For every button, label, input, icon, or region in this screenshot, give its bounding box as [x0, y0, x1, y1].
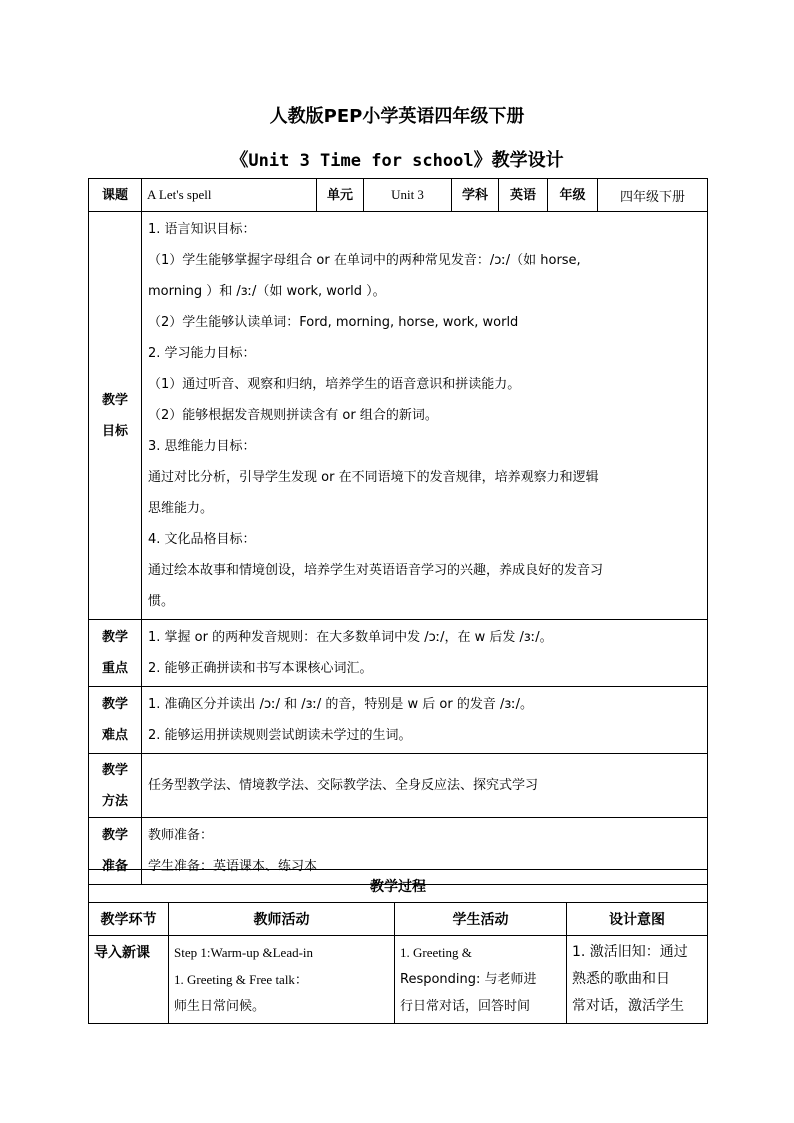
subtitle-unit-name: Unit 3 Time for school [248, 151, 474, 171]
subject-value: 英语 [499, 179, 548, 212]
difficulties-label-line1: 教学 [101, 697, 128, 712]
student-activity-line: 行日常对话，回答时间 [400, 999, 531, 1014]
objective-line: 惯。 [148, 594, 175, 609]
grade-label: 年级 [548, 179, 598, 212]
objectives-content [142, 212, 708, 620]
methods-row [89, 754, 708, 818]
teaching-process-table [88, 869, 708, 1024]
objective-line: （2）能够根据发音规则拼读含有 or 组合的新词。 [148, 408, 438, 423]
teacher-activity-line: Step 1:Warm-up &Lead-in [174, 945, 314, 960]
student-activity-cell [395, 936, 567, 1024]
subtitle-close-text: 》教学设计 [473, 150, 564, 171]
key-points-content [142, 620, 708, 687]
objectives-row [89, 212, 708, 620]
key-points-label-line1: 教学 [101, 630, 128, 645]
preparation-label-line1: 教学 [101, 828, 128, 843]
difficulties-label-line2: 难点 [101, 728, 128, 743]
objective-line: 思维能力。 [148, 501, 214, 516]
design-intent-line: 熟悉的歌曲和日 [572, 971, 670, 987]
subtitle-open-bracket: 《 [230, 150, 249, 171]
key-point-line: 1. 掌握 or 的两种发音规则：在大多数单词中发 /ɔː/，在 w 后发 /ɜː/。 [148, 630, 553, 645]
key-points-row [89, 620, 708, 687]
difficulties-label [89, 687, 142, 754]
objective-line: （2）学生能够认读单词：Ford, morning, horse, work, world [148, 315, 519, 330]
objective-line: morning ）和 /ɜː/（如 work, world ）。 [148, 284, 386, 299]
difficulty-line: 2. 能够运用拼读规则尝试朗读未学过的生词。 [148, 728, 412, 743]
teacher-activity-line: 师生日常问候。 [174, 999, 266, 1014]
objective-line: 1. 语言知识目标： [148, 222, 256, 237]
preparation-label-line2: 准备 [101, 859, 128, 874]
objective-line: （1）学生能够掌握字母组合 or 在单词中的两种常见发音：/ɔː/（如 horse, [148, 253, 581, 268]
stage-cell: 导入新课 [89, 936, 169, 1024]
process-row [89, 936, 708, 1024]
objective-line: 通过对比分析，引导学生发现 or 在不同语境下的发音规律，培养观察力和逻辑 [148, 470, 599, 485]
process-title-row [89, 870, 708, 903]
col-student-header: 学生活动 [395, 903, 567, 936]
objectives-label [89, 212, 142, 620]
unit-label: 单元 [317, 179, 364, 212]
col-intent-header: 设计意图 [567, 903, 708, 936]
methods-label-line2: 方法 [101, 793, 128, 809]
subject-label: 学科 [452, 179, 499, 212]
key-points-label-line2: 重点 [101, 661, 128, 676]
document-subtitle [0, 146, 794, 172]
methods-label [89, 754, 142, 818]
teacher-activity-cell [169, 936, 395, 1024]
design-intent-line: 1. 激活旧知：通过 [572, 944, 688, 960]
teacher-preparation: 教师准备： [148, 828, 214, 843]
objective-line: 通过绘本故事和情境创设，培养学生对英语语音学习的兴趣，养成良好的发音习 [148, 563, 604, 578]
design-intent-line: 常对话，激活学生 [572, 998, 684, 1014]
student-activity-line: Responding: 与老师进 [400, 972, 537, 987]
document-title: 人教版PEP小学英语四年级下册 [269, 106, 525, 127]
teacher-activity-line: 1. Greeting & Free talk： [174, 972, 308, 987]
col-stage-header: 教学环节 [89, 903, 169, 936]
objective-line: 4. 文化品格目标： [148, 532, 256, 547]
difficulties-row [89, 687, 708, 754]
topic-label: 课题 [89, 179, 142, 212]
grade-value: 四年级下册 [598, 179, 708, 212]
student-preparation: 学生准备：英语课本、练习本 [148, 859, 318, 874]
key-points-label [89, 620, 142, 687]
design-intent-cell [567, 936, 708, 1024]
process-header-row [89, 903, 708, 936]
objective-line: （1）通过听音、观察和归纳，培养学生的语音意识和拼读能力。 [148, 377, 521, 392]
methods-content: 任务型教学法、情境教学法、交际教学法、全身反应法、探究式学习 [142, 754, 708, 818]
col-teacher-header: 教师活动 [169, 903, 395, 936]
difficulties-content [142, 687, 708, 754]
student-activity-line: 1. Greeting & [400, 945, 472, 960]
objective-line: 3. 思维能力目标： [148, 439, 256, 454]
header-row [89, 179, 708, 212]
difficulty-line: 1. 准确区分并读出 /ɔː/ 和 /ɜː/ 的音，特别是 w 后 or 的发音 /ɜː/。 [148, 697, 534, 712]
key-point-line: 2. 能够正确拼读和书写本课核心词汇。 [148, 661, 373, 676]
objectives-label-line2: 目标 [101, 423, 128, 439]
lesson-info-table [88, 178, 708, 885]
objective-line: 2. 学习能力目标： [148, 346, 256, 361]
unit-value: Unit 3 [364, 179, 452, 212]
methods-label-line1: 教学 [101, 762, 128, 778]
objectives-label-line1: 教学 [101, 392, 128, 408]
topic-value: A Let's spell [142, 179, 317, 212]
process-title: 教学过程 [89, 870, 708, 903]
